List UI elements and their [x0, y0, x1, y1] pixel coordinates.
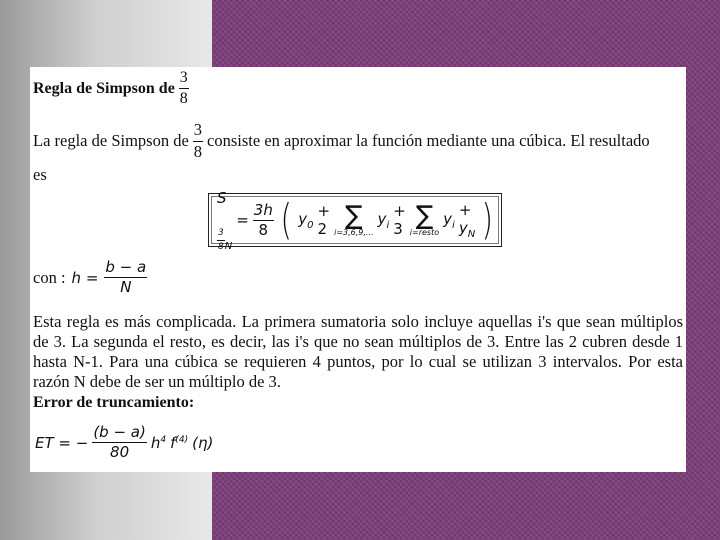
term-yi-1 [378, 210, 390, 231]
term-y0 [298, 210, 313, 231]
et-lhs: ET = − [35, 433, 89, 452]
yn-letter: + y [458, 200, 472, 237]
sum-multiples-3 [334, 203, 373, 237]
term-yn [459, 201, 475, 240]
intro-es: es [33, 165, 47, 184]
yi1-letter: y [377, 209, 387, 228]
lhs-sub-n: N [224, 240, 233, 252]
right-paren: ) [481, 195, 494, 244]
title-fraction [179, 70, 189, 107]
plus-two: + 2 [317, 202, 331, 238]
coef-den: 8 [258, 220, 269, 239]
intro-frac-num: 3 [193, 122, 203, 142]
sum-rest [410, 203, 439, 237]
left-paren: ( [280, 195, 292, 244]
title-row [33, 70, 189, 107]
coef-fraction [253, 200, 274, 239]
eta-arg: (η) [192, 433, 214, 452]
title-frac-den: 8 [179, 90, 188, 107]
sum2-range: i=resto [409, 228, 440, 237]
error-formula [35, 425, 213, 460]
title-frac-num: 3 [179, 70, 189, 89]
error-num: (b − a) [93, 423, 146, 441]
sigma-icon: ∑ [345, 201, 363, 231]
h-fraction [104, 260, 147, 295]
error-fraction [92, 425, 147, 460]
h-letter: h [150, 433, 161, 452]
sum1-range: i=3,6,9,... [334, 228, 374, 237]
h-power [151, 434, 166, 452]
intro-text-2: consiste en aproximar la función mediante una cúbica. El resultado [207, 131, 650, 150]
yi2-letter: y [443, 209, 453, 228]
y0-sub: 0 [307, 219, 314, 231]
h-exp: 4 [160, 434, 167, 445]
intro-text-1: La regla de Simpson de [33, 131, 189, 150]
simpson-formula-box [208, 188, 502, 252]
h-den: N [120, 278, 132, 296]
coef-num: 3h [253, 200, 273, 219]
yn-sub: N [467, 228, 476, 240]
intro-frac-den: 8 [193, 141, 203, 161]
yi1-sub: i [386, 219, 390, 231]
f-exp: (4) [175, 434, 189, 445]
intro-fraction [193, 122, 203, 160]
y0-letter: y [298, 209, 308, 228]
lhs-sub-frac [217, 229, 225, 252]
error-den: 80 [110, 443, 130, 461]
document-slide [30, 67, 686, 472]
lhs-sub-num: 3 [217, 229, 225, 241]
sigma-icon: ∑ [415, 201, 434, 231]
con-label: con : [33, 267, 66, 287]
explanation-paragraph: Esta regla es más complicada. La primera sumatoria solo incluye aquellas i's que sean múltiplos de 3. La segunda el resto, es decir, las i's que no sean múltiplos de 3. Entre las 2 cubren desde 1 hasta N-1. Para una cúbica se requieren 4 puntos, por lo cual se utilizan 3 intervalos. Por esta razón N debe de ser un múltiplo de 3. [33, 312, 683, 391]
yi2-sub: i [452, 219, 455, 231]
f-letter: f [170, 433, 176, 452]
f-derivative [170, 434, 188, 452]
formula-lhs-sub [217, 229, 232, 252]
title-text: Regla de Simpson de [33, 79, 175, 97]
h-definition-row [33, 260, 147, 295]
term-yi-2 [443, 210, 455, 231]
lhs-sub-den: 8 [218, 241, 224, 252]
formula-lhs [217, 189, 232, 252]
h-num: b − a [105, 258, 147, 276]
plus-three: + 3 [393, 202, 406, 238]
formula-s: S [217, 188, 227, 207]
error-heading: Error de truncamiento: [33, 394, 195, 411]
formula-equals: = [236, 211, 249, 229]
h-lhs: h = [71, 268, 99, 287]
intro-row [33, 122, 683, 160]
